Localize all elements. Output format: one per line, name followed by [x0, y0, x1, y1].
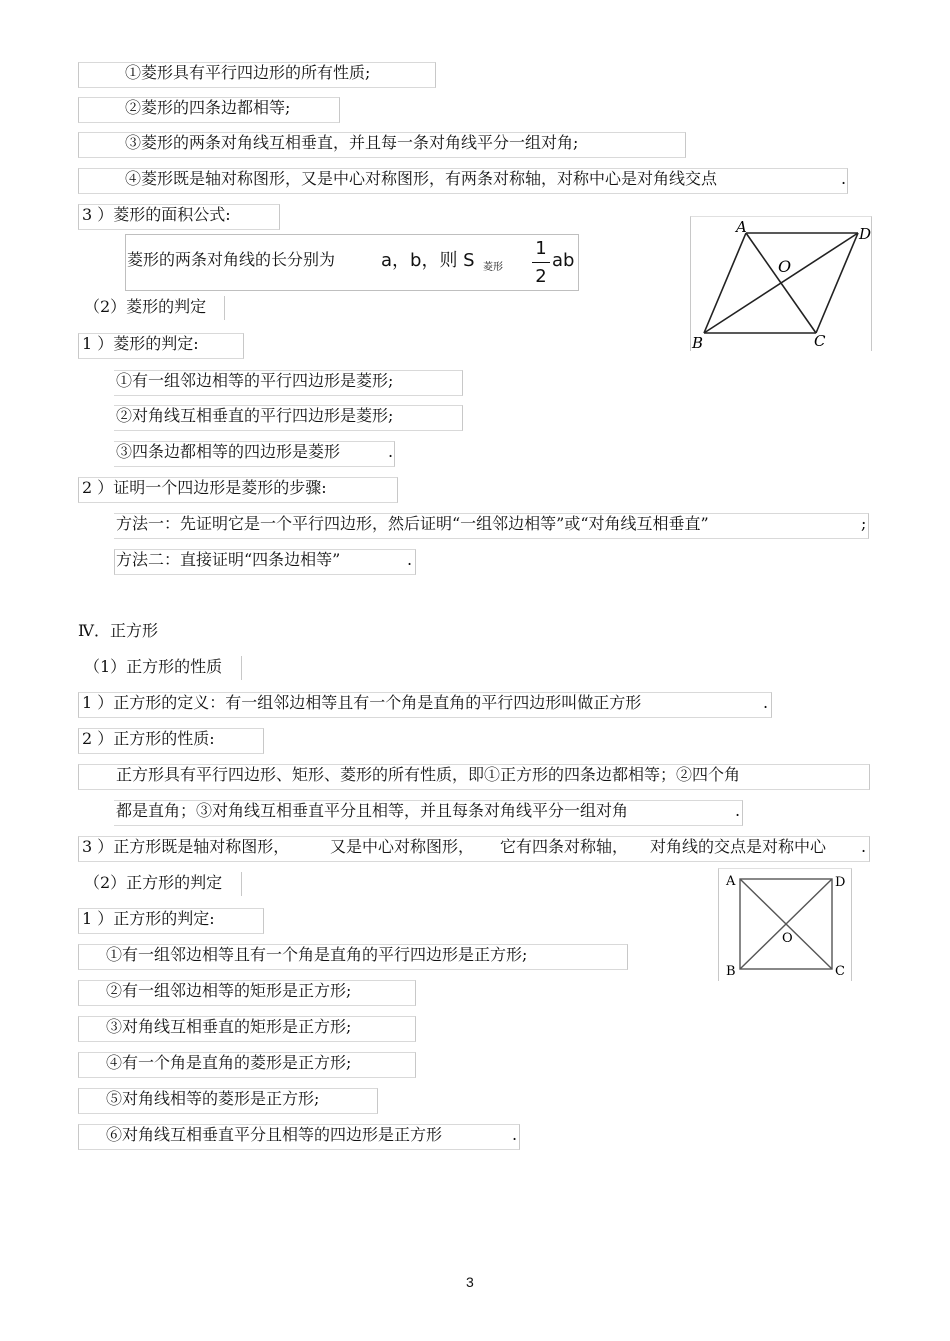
rhombus-property-1: ①菱形具有平行四边形的所有性质; — [125, 63, 371, 82]
square-symmetry-b: 又是中心对称图形， — [330, 837, 475, 856]
rhombus-figure — [690, 216, 872, 351]
vertex-label-d: D — [859, 225, 871, 243]
vertex-label-b: B — [692, 334, 704, 351]
period: . — [861, 837, 867, 856]
square-symmetry-d: 对角线的交点是对称中心 — [650, 837, 827, 856]
square-judge-5: ⑤对角线相等的菱形是正方形; — [106, 1089, 320, 1108]
area-formula-text: 菱形的两条对角线的长分别为 — [127, 250, 336, 269]
semicolon: ; — [861, 514, 867, 533]
rhombus-judge-subtitle: 1 ）菱形的判定: — [82, 334, 199, 353]
square-props-line-1: 正方形具有平行四边形、矩形、菱形的所有性质，即①正方形的四条边都相等；②四个角 — [116, 765, 741, 784]
rhombus-diagram — [691, 217, 871, 351]
square-figure — [718, 868, 852, 981]
square-props-heading: （1）正方形的性质 — [84, 657, 223, 676]
period: . — [512, 1125, 518, 1144]
fraction-denominator: 2 — [535, 266, 547, 287]
vertex-label-b: B — [726, 964, 736, 979]
rhombus-judge-3: ③四条边都相等的四边形是菱形 — [116, 442, 341, 461]
square-judge-title: 1 ）正方形的判定: — [82, 909, 215, 928]
square-symmetry-c: 它有四条对称轴， — [500, 837, 629, 856]
square-judge-4: ④有一个角是直角的菱形是正方形; — [106, 1053, 352, 1072]
square-judge-6: ⑥对角线互相垂直平分且相等的四边形是正方形 — [106, 1125, 443, 1144]
area-formula-ab: a，b，则 S — [381, 250, 475, 271]
vertex-label-d: D — [835, 875, 846, 890]
period: . — [388, 442, 394, 461]
square-judge-heading: （2）正方形的判定 — [84, 873, 223, 892]
square-props-title: 2 ）正方形的性质: — [82, 729, 215, 748]
square-judge-2: ②有一组邻边相等的矩形是正方形; — [106, 981, 352, 1000]
fraction-numerator: 1 — [535, 238, 547, 259]
square-judge-1: ①有一组邻边相等且有一个角是直角的平行四边形是正方形; — [106, 945, 528, 964]
period: . — [763, 693, 769, 712]
rhombus-property-2: ②菱形的四条边都相等; — [125, 98, 291, 117]
rhombus-property-3: ③菱形的两条对角线互相垂直，并且每一条对角线平分一组对角; — [125, 133, 579, 152]
square-diagram — [719, 869, 851, 981]
section-title-square: Ⅳ．正方形 — [78, 621, 158, 640]
rhombus-property-4: ④菱形既是轴对称图形，又是中心对称图形，有两条对称轴，对称中心是对角线交点 — [125, 169, 718, 188]
rhombus-judge-heading: （2）菱形的判定 — [84, 297, 207, 316]
center-label-o: O — [778, 257, 792, 276]
vertex-label-a: A — [726, 874, 736, 889]
rhombus-judge-2: ②对角线互相垂直的平行四边形是菱形; — [116, 406, 394, 425]
area-formula-subscript: 菱形 — [483, 262, 503, 273]
period: . — [407, 550, 413, 569]
period: . — [735, 801, 741, 820]
period: . — [841, 169, 847, 188]
vertex-label-c: C — [814, 332, 826, 350]
square-symmetry-a: 3 ）正方形既是轴对称图形， — [82, 837, 290, 856]
square-judge-3: ③对角线互相垂直的矩形是正方形; — [106, 1017, 352, 1036]
vertex-label-c: C — [835, 964, 845, 979]
fraction-bar — [532, 262, 550, 263]
rhombus-judge-1: ①有一组邻边相等的平行四边形是菱形; — [116, 371, 394, 390]
square-definition: 1 ）正方形的定义：有一组邻边相等且有一个角是直角的平行四边形叫做正方形 — [82, 693, 642, 712]
proof-method-2: 方法二：直接证明“四条边相等” — [116, 550, 341, 569]
page-number: 3 — [466, 1274, 474, 1290]
vertex-label-a: A — [736, 218, 747, 236]
area-formula-title: 3 ）菱形的面积公式: — [82, 205, 231, 224]
center-label-o: O — [782, 931, 793, 946]
rhombus-proof-title: 2 ）证明一个四边形是菱形的步骤: — [82, 478, 327, 497]
proof-method-1: 方法一：先证明它是一个平行四边形，然后证明“一组邻边相等”或“对角线互相垂直” — [116, 514, 709, 533]
area-formula-tail: ab — [552, 250, 575, 271]
square-props-line-2: 都是直角；③对角线互相垂直平分且相等，并且每条对角线平分一组对角 — [116, 801, 629, 820]
